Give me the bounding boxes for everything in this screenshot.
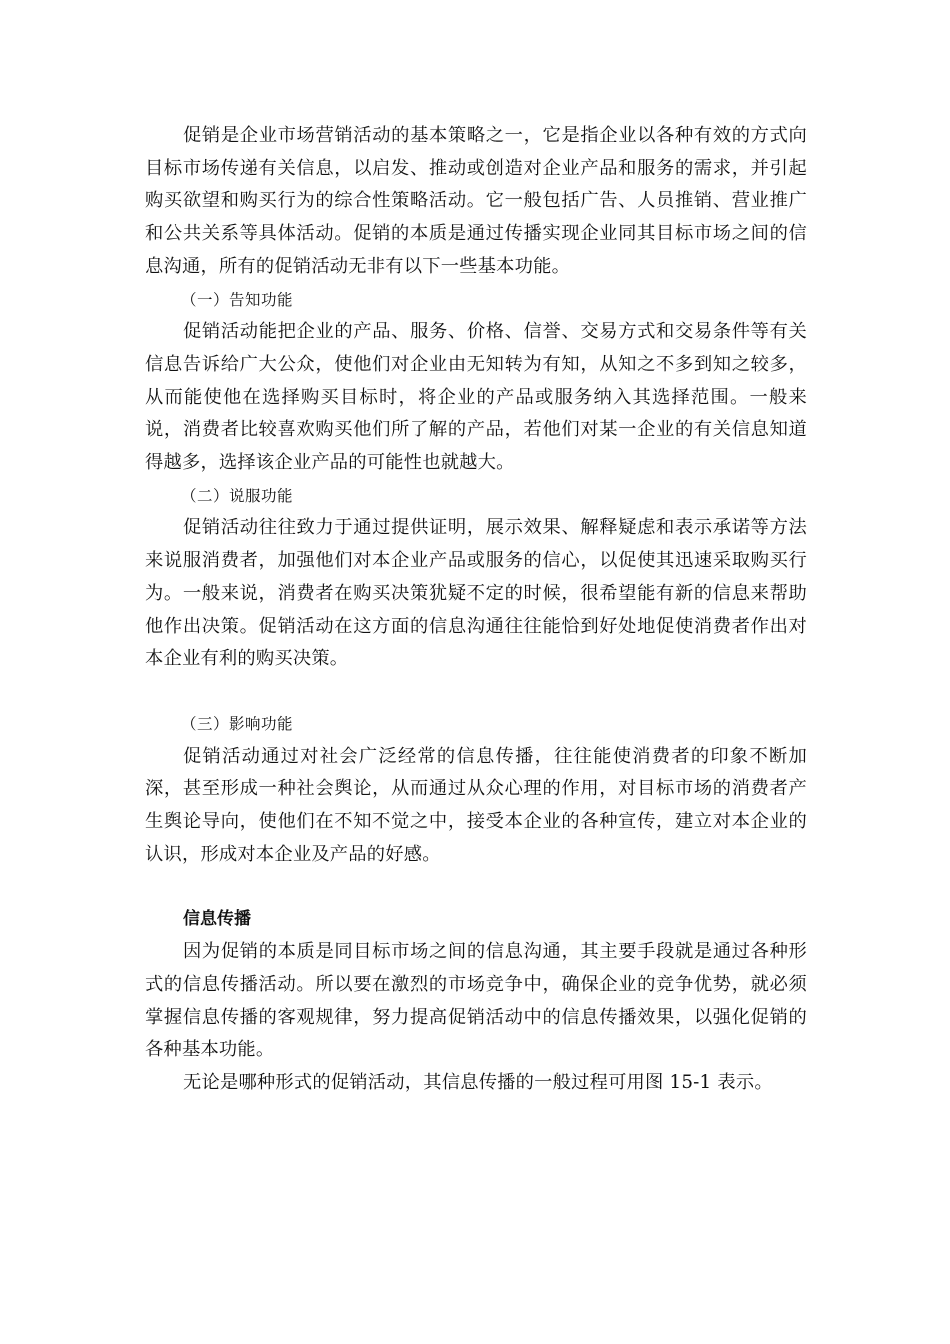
inform-paragraph: 促销活动能把企业的产品、服务、价格、信誉、交易方式和交易条件等有关信息告诉给广大公众，使他们对企业由无知转为有知，从知之不多到知之较多，从而能使他在选择购买目标时，将企业的产品或服务纳入其选择范围。一般来说，消费者比较喜欢购买他们所了解的产品，若他们对某一企业的有关信息知道得越多，选择该企业产品的可能性也就越大。 (145, 321, 807, 474)
process-paragraph: 无论是哪种形式的促销活动，其信息传播的一般过程可用图 15-1 表示。 (183, 1071, 773, 1093)
dissemination-paragraph: 因为促销的本质是同目标市场之间的信息沟通，其主要手段就是通过各种形式的信息传播活动。所以要在激烈的市场竞争中，确保企业的竞争优势，就必须掌握信息传播的客观规律，努力提高促销活动中的信息传播效果，以强化促销的各种基本功能。 (145, 941, 807, 1061)
section-spacer (145, 676, 807, 708)
section-heading-persuade: （二）说服功能 (181, 486, 294, 505)
section-heading-information-dissemination: 信息传播 (183, 909, 251, 930)
section-heading-influence: （三）影响功能 (181, 714, 294, 733)
intro-paragraph: 促销是企业市场营销活动的基本策略之一，它是指企业以各种有效的方式向目标市场传递有关信息，以启发、推动或创造对企业产品和服务的需求，并引起购买欲望和购买行为的综合性策略活动。它一般包括广告、人员推销、营业推广和公共关系等具体活动。促销的本质是通过传播实现企业同其目标市场之间的信息沟通，所有的促销活动无非有以下一些基本功能。 (145, 125, 807, 277)
persuade-paragraph: 促销活动往往致力于通过提供证明，展示效果、解释疑虑和表示承诺等方法来说服消费者，加强他们对本企业产品或服务的信心，以促使其迅速采取购买行为。一般来说，消费者在购买决策犹疑不定的时候，很希望能有新的信息来帮助他作出决策。促销活动在这方面的信息沟通往往能恰到好处地促使消费者作出对本企业有利的购买决策。 (145, 517, 807, 670)
influence-paragraph: 促销活动通过对社会广泛经常的信息传播，往往能使消费者的印象不断加深，甚至形成一种社会舆论，从而通过从众心理的作用，对目标市场的消费者产生舆论导向，使他们在不知不觉之中，接受本企业的各种宣传，建立对本企业的认识，形成对本企业及产品的好感。 (145, 745, 807, 865)
document-content (145, 120, 807, 1100)
section-spacer (145, 871, 807, 903)
section-heading-inform: （一）告知功能 (181, 290, 294, 309)
